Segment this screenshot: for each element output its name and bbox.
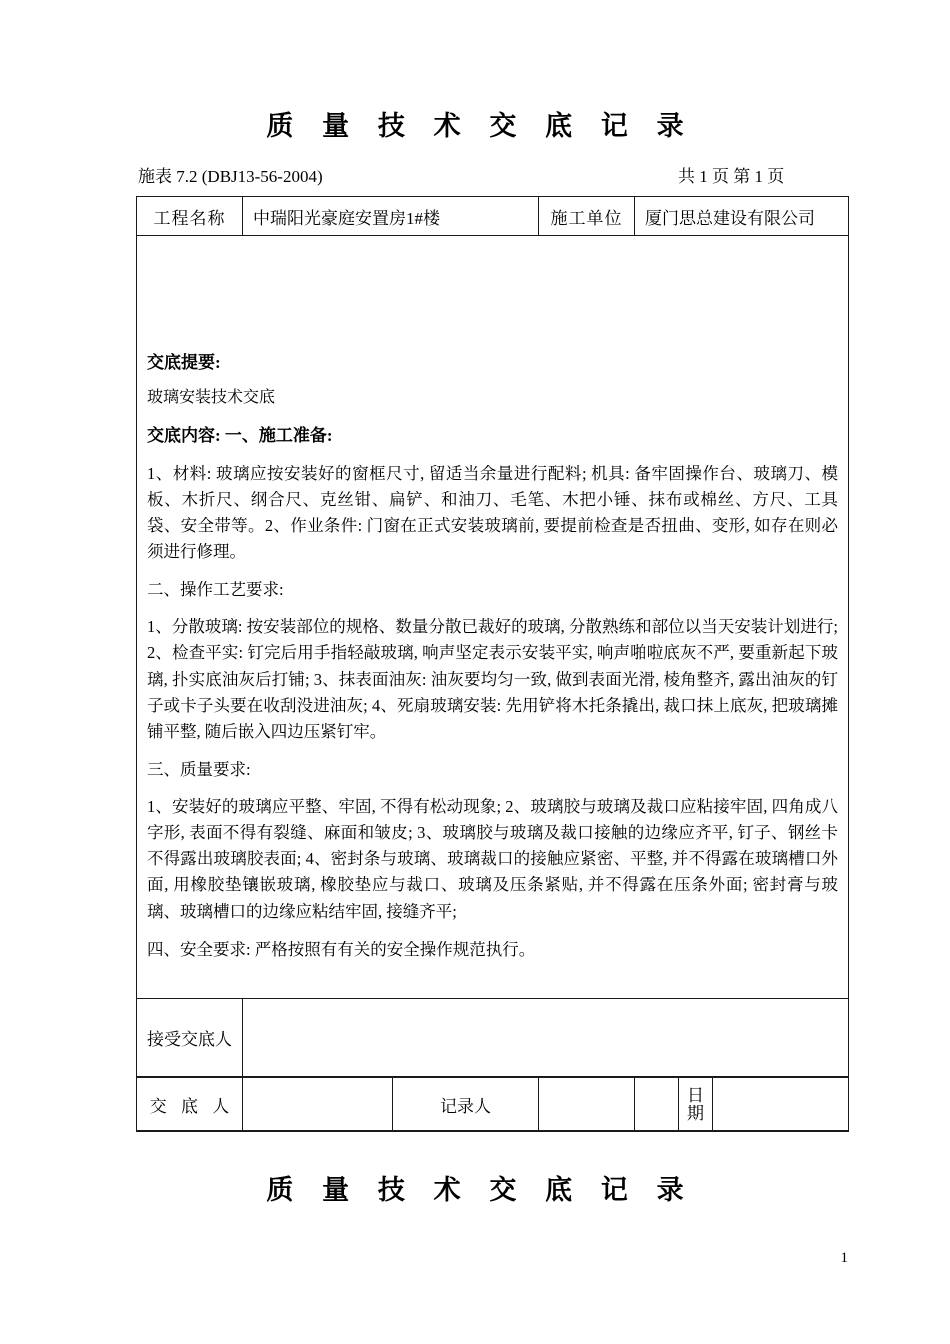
table-row-receiver: [137, 999, 849, 1077]
content-heading-bold: 交底内容:: [147, 426, 221, 446]
date-value[interactable]: [713, 1078, 849, 1132]
signature-date-overlay-table: [136, 1077, 849, 1132]
page-title: 质 量 技 术 交 底 记 录: [266, 111, 695, 141]
table-row-signature-detail: [137, 1078, 849, 1132]
table-row-project-header: [137, 197, 849, 236]
form-meta-line: [136, 165, 848, 189]
construction-unit-label: 施工单位: [539, 197, 635, 236]
paragraph-quality: 1、安装好的玻璃应平整、牢固, 不得有松动现象; 2、玻璃胶与玻璃及裁口应粘接牢固, 四角成八字形, 表面不得有裂缝、麻面和皱皮; 3、玻璃胶与玻璃及裁口接触的边缘应齐平, 钉子、钢丝卡不得露出玻璃胶表面; 4、密封条与玻璃、玻璃裁口的接触应紧密、平整, 并不得露在玻璃槽口外面, 用橡胶垫镶嵌玻璃, 橡胶垫应与裁口、玻璃及压条紧贴, 并不得露在压条外面; 密封膏与玻璃、玻璃槽口的边缘应粘结牢固, 接缝齐平;: [147, 797, 838, 921]
page-number: 1: [840, 1250, 848, 1266]
content-body: [137, 260, 848, 962]
project-name-label: 工程名称: [137, 197, 243, 236]
section-2-heading: 二、操作工艺要求:: [147, 579, 284, 599]
date-label-char-2: 期: [687, 1103, 704, 1123]
section-3-heading: 三、质量要求:: [147, 759, 251, 779]
presenter-label-2: 交 底 人: [137, 1078, 243, 1132]
section-4-safety: 四、安全要求: 严格按照有有关的安全操作规范执行。: [147, 939, 536, 959]
presenter-value-2[interactable]: [243, 1078, 393, 1132]
receiver-label: 接受交底人: [137, 999, 243, 1077]
receiver-value[interactable]: [243, 999, 849, 1077]
paragraph-process: 1、分散玻璃: 按安装部位的规格、数量分散已裁好的玻璃, 分散熟练和部位以当天安装计划进行; 2、检查平实: 钉完后用手指轻敲玻璃, 响声坚定表示安装平实, 响声啪啦底灰不严, 要重新起下玻璃, 扑实底油灰后打铺; 3、抹表面油灰: 油灰要均匀一致, 做到表面光滑, 棱角整齐, 露出油灰的钉子或卡子头要在收刮没进油灰; 4、死扇玻璃安装: 先用铲将木托条撬出, 裁口抹上底灰, 把玻璃摊铺平整, 随后嵌入四边压紧钉牢。: [147, 617, 838, 741]
main-form-table: [136, 196, 849, 1131]
page-count-label: 共 1 页 第 1 页: [678, 167, 785, 186]
content-heading-rest: 一、施工准备:: [220, 426, 333, 446]
table-row-content: [137, 236, 849, 999]
recorder-label-2: 记录人: [393, 1078, 539, 1132]
content-heading: [147, 423, 838, 449]
summary-heading: 交底提要:: [147, 352, 221, 372]
recorder-value-2[interactable]: [539, 1078, 679, 1132]
footer-title: 质 量 技 术 交 底 记 录: [266, 1175, 695, 1205]
summary-text: 玻璃安装技术交底: [147, 389, 276, 407]
form-number: 施表 7.2 (DBJ13-56-2004): [138, 167, 323, 186]
construction-unit-value[interactable]: 厦门思总建设有限公司: [635, 197, 849, 236]
content-body-cell: [137, 236, 849, 999]
paragraph-preparation: 1、材料: 玻璃应按安装好的窗框尺寸, 留适当余量进行配料; 机具: 备牢固操作台、玻璃刀、模板、木折尺、纲合尺、克丝钳、扁铲、和油刀、毛笔、木把小锤、抹布或棉丝、方尺、工具袋、安全带等。2、作业条件: 门窗在正式安装玻璃前, 要提前检查是否扭曲、变形, 如存在则必须进行修理。: [147, 463, 838, 561]
date-label: [679, 1078, 713, 1132]
project-name-value[interactable]: 中瑞阳光豪庭安置房1#楼: [243, 197, 539, 236]
date-label-char-1: 日: [687, 1085, 704, 1105]
